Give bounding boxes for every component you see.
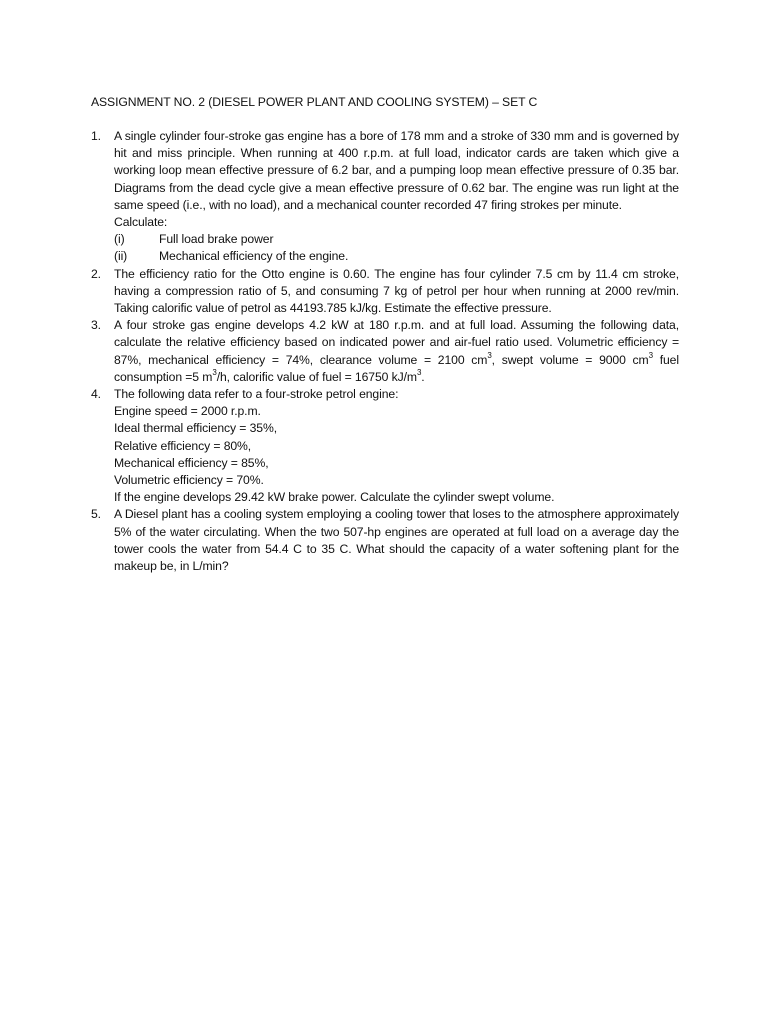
question-number: 5. bbox=[91, 507, 101, 522]
question-4 bbox=[91, 386, 679, 506]
question-text-part: /h, calorific value of fuel = 16750 kJ/m bbox=[216, 369, 417, 384]
question-list bbox=[91, 128, 679, 575]
subitem bbox=[114, 248, 679, 265]
data-line: Ideal thermal efficiency = 35%, bbox=[114, 421, 277, 436]
question-text: A single cylinder four-stroke gas engine has a bore of 178 mm and a stroke of 330 mm and is governed by hit and miss principle. When running at 400 r.p.m. at full load, indicator cards are taken which give a working loop mean effective pressure of 6.2 bar, and a pumping loop mean effective pressure of 0.35 bar. Diagrams from the dead cycle give a mean effective pressure of 0.62 bar. The engine was run light at the same speed (i.e., with no load), and a mechanical counter recorded 47 firing strokes per minute. bbox=[114, 129, 679, 212]
question-text-part: . bbox=[421, 369, 425, 384]
question-2 bbox=[91, 266, 679, 318]
page-title: ASSIGNMENT NO. 2 (DIESEL POWER PLANT AND COOLING SYSTEM) – SET C bbox=[91, 95, 538, 109]
question-3 bbox=[91, 317, 679, 386]
question-number: 4. bbox=[91, 387, 101, 402]
data-line: Volumetric efficiency = 70%. bbox=[114, 473, 264, 488]
superscript: 3 bbox=[487, 351, 492, 361]
question-text: The efficiency ratio for the Otto engine is 0.60. The engine has four cylinder 7.5 cm by 11.4 cm stroke, having a compression ratio of 5, and consuming 7 kg of petrol per hour when running at 2000 rev/min. Taking calorific value of petrol as 44193.785 kJ/kg. Estimate the effective pressure. bbox=[114, 266, 679, 316]
subitem-text: Mechanical efficiency of the engine. bbox=[159, 249, 349, 264]
superscript: 3 bbox=[648, 351, 653, 361]
question-number: 3. bbox=[91, 318, 101, 333]
data-line: Relative efficiency = 80%, bbox=[114, 438, 252, 453]
superscript: 3 bbox=[416, 368, 422, 378]
question-5 bbox=[91, 506, 679, 575]
subitem-number: (i) bbox=[114, 232, 125, 247]
subitem bbox=[114, 231, 679, 248]
question-1 bbox=[91, 128, 679, 266]
question-text: A Diesel plant has a cooling system employing a cooling tower that loses to the atmosphere approximately 5% of the water circulating. When the two 507-hp engines are operated at full load on a average day the tower cools the water from 54.4 C to 35 C. What should the capacity of a water softening plant for the makeup be, in L/min? bbox=[114, 507, 679, 574]
data-line: Mechanical efficiency = 85%, bbox=[114, 455, 269, 470]
question-outro: If the engine develops 29.42 kW brake power. Calculate the cylinder swept volume. bbox=[114, 490, 555, 505]
question-text-part: fuel consumption =5 m bbox=[114, 352, 679, 384]
question-text-part: A four stroke gas engine develops 4.2 kW at 180 r.p.m. and at full load. Assuming the following data, calculate the relative efficiency based on indicated power and air-fuel ratio used. Volumetric efficiency = 87%, mechanical efficiency = 74%, clearance volume = 2100 cm bbox=[114, 318, 679, 367]
data-line: Engine speed = 2000 r.p.m. bbox=[114, 404, 261, 419]
question-number: 1. bbox=[91, 129, 101, 143]
question-text-part: , swept volume = 9000 cm bbox=[491, 352, 649, 367]
superscript: 3 bbox=[212, 368, 217, 378]
question-number: 2. bbox=[91, 266, 101, 281]
calculate-label: Calculate: bbox=[114, 215, 168, 230]
question-intro: The following data refer to a four-stroke petrol engine: bbox=[114, 387, 399, 402]
subitem-text: Full load brake power bbox=[159, 232, 274, 247]
question-text bbox=[114, 317, 679, 386]
subitem-number: (ii) bbox=[114, 249, 128, 264]
